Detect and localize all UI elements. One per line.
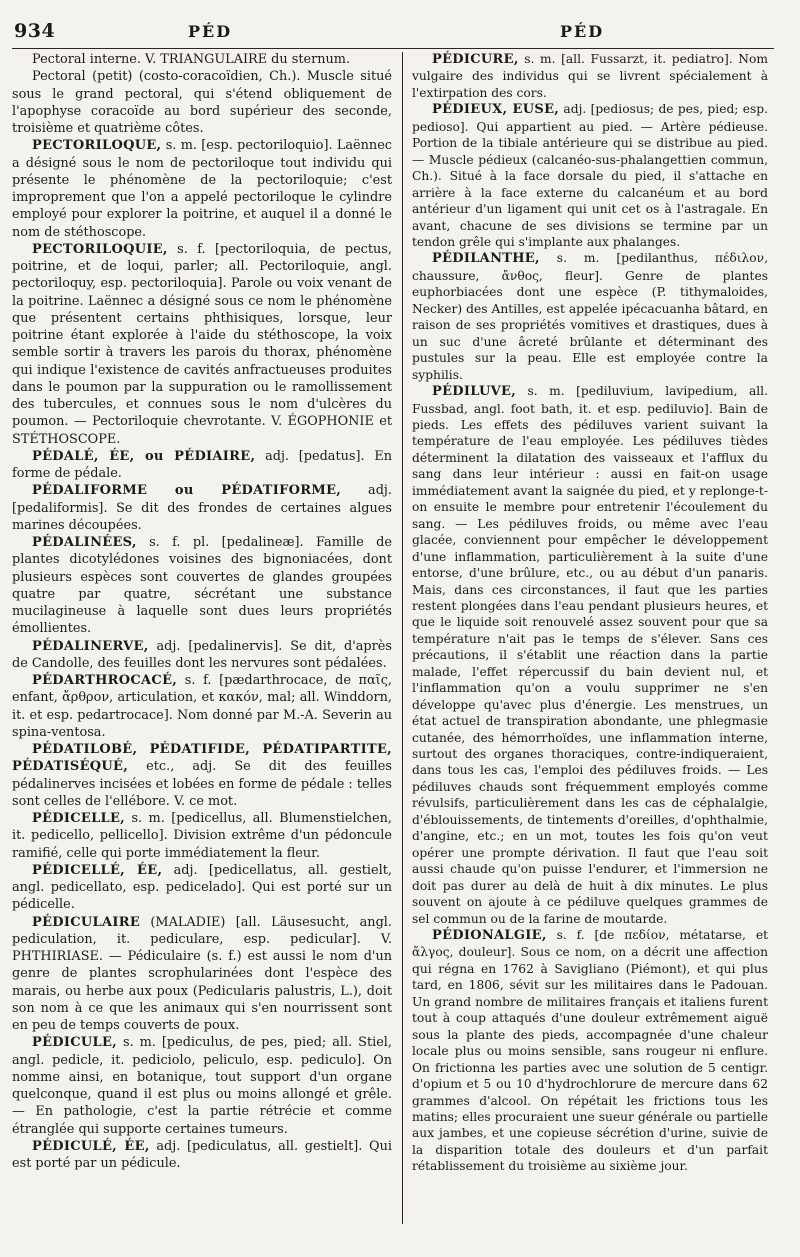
entry-headword: PÉDATILOBÉ, PÉDATIFIDE, PÉDATIPARTITE, PÉDATISÉQUÉ, [12,742,392,775]
entry-text: s. f. [pectoriloquia, de pectus, poitrine, et de loqui, parler; all. Pectoriloquie, angl. pectoriloquy, esp. pectoriloquia]. Parole ou voix venant de la poitrine. Laënnec a désigné sous ce nom le phénomène que présentent certains phthisiques, lorsque, leur poitrine étant explorée à l'aide du stéthoscope, la voix semble sortir à travers les parois du thorax, phénomène qui indique l'existence de cavités anfractueuses produites dans le poumon par la suppuration ou le ramollissement des tubercules, et connues sous le nom d'ulcères du poumon. — Pectoriloquie chevrotante. V. ÉGOPHONIE et STÉTHOSCOPE. [12,241,392,447]
entry-text: s. m. [all. Fussarzt, it. pediatro]. Nom vulgaire des individus qui se livrent spécialement à l'extirpation des cors. [412,52,768,100]
dictionary-entry [412,927,768,1175]
dictionary-entry [12,638,392,673]
dictionary-entry [12,672,392,741]
entry-headword: PÉDILUVE, [432,384,517,400]
entry-headword: PÉDILANTHE, [432,251,540,267]
entry-text: adj. [pedicellatus, all. gestielt, angl. pedicellato, esp. pedicelado]. Qui est porté sur un pédicelle. [12,862,392,913]
entry-headword: PÉDICULE, [32,1035,117,1051]
header-rule [12,48,774,49]
dictionary-entry [12,862,392,914]
dictionary-entry [412,101,768,250]
dictionary-entry [12,1138,392,1173]
right-column [412,51,768,1175]
dictionary-entry [412,51,768,101]
left-column [12,51,392,1172]
entry-headword: PÉDIONALGIE, [432,928,547,944]
entry-text: s. m. [pedilanthus, πέδιλον, chaussure, ἄνθος, fleur]. Genre de plantes euphorbiacées dont une espèce (P. tithymaloides, Necker) des Antilles, est appelée ipécacuanha bâtard, en raison de ses propriétés vomitives et drastiques, dues à un suc d'une âcreté brûlante et déterminant des pustules sur la peau. Elle est employée contre la syphilis. [412,251,768,382]
entry-text: s. m. [pediculus, de pes, pied; all. Stiel, angl. pedicle, it. pediciolo, peliculo, esp. pediculo]. On nomme ainsi, en botanique, tout support d'un organe quelconque, quand il est plus ou moins allongé et grêle. — En pathologie, c'est la partie rétrécie et comme étranglée qui supporte certaines tumeurs. [12,1035,393,1137]
dictionary-entry [12,448,392,483]
dictionary-entry [412,383,768,927]
entry-headword: PECTORILOQUE, [32,138,162,154]
entry-headword: PÉDARTHROCACÉ, [32,673,178,688]
dictionary-entry [12,482,392,534]
entry-headword: PECTORILOQUIE, [32,241,168,257]
entry-headword: PÉDICULAIRE [32,914,141,930]
entry-headword: PÉDALÉ, ÉE, ou PÉDIAIRE, [32,448,256,464]
entry-text: Pectoral (petit) (costo-coracoïdien, Ch.). Muscle situé sous le grand pectoral, qui s'étend obliquement de l'apophyse coracoïde au bord supérieur des seconde, troisième et quatrième côtes. [12,69,392,136]
page-number: 934 [14,20,56,42]
entry-headword: PÉDICURE, [432,52,519,67]
entry-text: adj. [pediosus; de pes, pied; esp. pedioso]. Qui appartient au pied. — Artère pédieuse. Portion de la tibiale antérieure qui se distribue au pied. — Muscle pédieux (calcanéo-sus-phalangettien commun, Ch.). Situé à la face dorsale du pied, il s'attache en arrière à la face externe du calcanéum et au bord antérieur d'un ligament qui unit cet os à l'astragale. En avant, chacune de ses divisions se termine par un tendon grêle qui s'implante aux phalanges. [412,102,768,249]
entry-headword: PÉDALINERVE, [32,638,149,654]
running-head-right: PÉD [560,22,605,41]
dictionary-entry [12,137,392,241]
entry-headword: PÉDIEUX, EUSE, [432,102,560,118]
dictionary-entry [12,810,392,862]
entry-headword: PÉDICELLÉ, ÉE, [32,862,163,878]
entry-headword: PÉDICELLE, [32,811,126,826]
column-divider [402,52,403,1224]
entry-text: s. f. [pædarthrocace, de παῖς, enfant, ἄρθρον, articulation, et κακόν, mal; all. Winddorn, it. et esp. pedartrocace]. Nom donné par M.-A. Severin au spina-ventosa. [12,673,392,740]
running-head-left: PÉD [188,22,233,41]
entry-text: adj. [pedalinervis]. Se dit, d'après de Candolle, des feuilles dont les nervures sont pédalées. [12,638,392,671]
entry-text: s. m. [pedicellus, all. Blumenstielchen, it. pedicello, pellicello]. Division extrême d'un pédoncule ramifié, celle qui porte immédiatement la fleur. [12,811,392,861]
entry-text: s. f. pl. [pedalineæ]. Famille de plantes dicotylédones voisines des bignoniacées, dont plusieurs espèces sont couvertes de glandes groupées quatre par quatre, sécrétant une substance mucilagineuse à laquelle sont dues leurs propriétés émollientes. [12,535,392,637]
dictionary-entry [12,741,392,810]
dictionary-entry [12,914,392,1035]
entry-text: s. m. [esp. pectoriloquio]. Laënnec a désigné sous le nom de pectoriloque tout individu qui présente le phénomène de la pectoriloquie; c'est improprement que l'on a appelé pectoriloque le cylindre employé pour explorer la poitrine, et auquel il a donné le nom de stéthoscope. [12,138,392,240]
entry-text: adj. [pediculatus, all. gestielt]. Qui est porté par un pédicule. [12,1138,392,1171]
dictionary-entry [412,250,768,383]
entry-text: s. f. [de πεδίον, métatarse, et ἄλγος, douleur]. Sous ce nom, on a décrit une affection qui régna en 1762 à Savigliano (Piémont), et qui plus tard, en 1806, sévit sur les militaires dans le Padouan. Un grand nombre de militaires français et italiens furent tout à coup attaqués d'une douleur extrêmement aiguë sous la plante des pieds, accompagnée d'une chaleur locale plus ou moins sensible, sans rougeur ni enflure. On frictionna les parties avec une solution de 5 centigr. d'opium et 5 ou 10 d'hydrochlorure de mercure dans 62 grammes d'alcool. On répétait les frictions tous les matins; elles procuraient une sueur générale ou partielle aux jambes, et une copieuse sécrétion d'urine, suivie de la disparition totale des douleurs et d'un parfait rétablissement du troisième au sixième jour. [412,928,768,1174]
dictionary-entry [12,1034,392,1138]
entry-text: Pectoral interne. V. TRIANGULAIRE du sternum. [32,52,351,67]
entry-text: (MALADIE) [all. Läusesucht, angl. pediculation, it. pediculare, esp. pedicular]. V. PHTHIRIASE. — Pédiculaire (s. f.) est aussi le nom d'un genre de plantes scrophularinées dont l'espèce des marais, ou herbe aux poux (Pedicularis palustris, L.), doit son nom à ce que les animaux qui s'en nourrissent sont en peu de temps couverts de poux. [12,914,392,1033]
entry-headword: PÉDICULÉ, ÉE, [32,1138,150,1154]
dictionary-entry [12,51,392,68]
entry-text: adj. [pedaliformis]. Se dit des frondes de certaines algues marines découpées. [12,483,392,533]
entry-text: adj. [pedatus]. En forme de pédale. [12,448,392,481]
dictionary-entry [12,534,392,638]
entry-headword: PÉDALINÉES, [32,535,137,550]
dictionary-entry [12,68,392,137]
entry-text: s. m. [pediluvium, lavipedium, all. Fussbad, angl. foot bath, it. et esp. pediluvio]. Bain de pieds. Les effets des pédiluves varient suivant la température de l'eau employée. Les pédiluves tièdes déterminent la dilatation des vaisseaux et l'afflux du sang dans leur intérieur : aussi en fait-on usage immédiatement avant la saignée du pied, et y replonge-t-on ensuite le membre pour entretenir l'écoulement du sang. — Les pédiluves froids, ou même avec l'eau glacée, conviennent pour empêcher le développement d'une inflammation, particulièrement à la suite d'une entorse, d'une brûlure, etc., ou au début d'un panaris. Mais, dans ces circonstances, il faut que les parties restent plongées dans l'eau pendant plusieurs heures, et que le liquide soit renouvelé assez souvent pour que sa température n'ait pas le temps de s'élever. Sans ces précautions, il s'établit une réaction dans la partie malade, l'effet répercussif du bain devient nul, et l'inflammation qu'on a voulu supprimer ne s'en développe qu'avec plus d'énergie. Les menstrues, un état actuel de transpiration abondante, une phlegmasie cutanée, des hémorrhoïdes, une inflammation interne, surtout des organes thoraciques, contre-indiqueraient, dans tous les cas, l'emploi des pédiluves froids. — Les pédiluves chauds sont fréquemment employés comme révulsifs, particulièrement dans les cas de céphalalgie, d'éblouissements, de tintements d'oreilles, d'ophthalmie, d'angine, etc.; en un mot, toutes les fois qu'on veut opérer une prompte dérivation. Il faut que l'eau soit aussi chaude qu'on puisse l'endurer, et l'immersion ne doit pas durer au delà de huit à dix minutes. Le plus souvent on ajoute à ce pédiluve quelques grammes de sel commun ou de la farine de moutarde. [412,384,768,926]
dictionary-entry [12,241,392,448]
entry-text: etc., adj. Se dit des feuilles pédalinerves incisées et lobées en forme de pédale : telles sont celles de l'ellébore. V. ce mot. [12,759,392,809]
entry-headword: PÉDALIFORME ou PÉDATIFORME, [32,483,342,499]
